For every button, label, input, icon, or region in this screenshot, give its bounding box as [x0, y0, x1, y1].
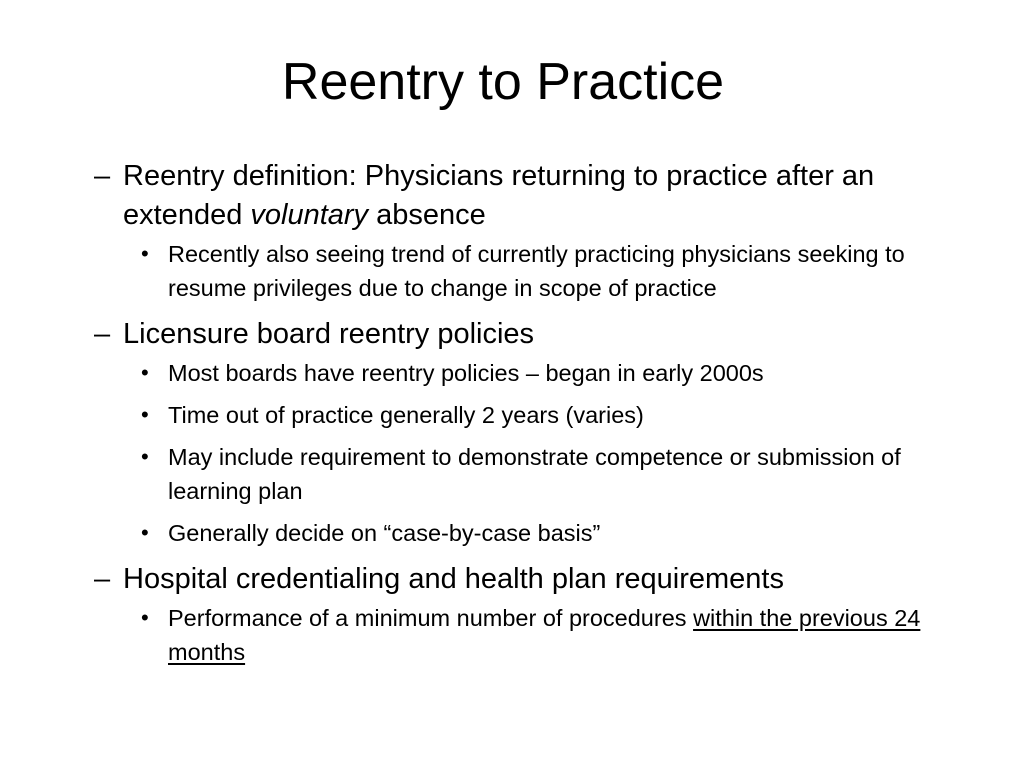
sub-bullet-text: Recently also seeing trend of currently practicing physicians seeking to resume privileges due to change in scope of practice: [168, 241, 905, 301]
sub-bullet-most-boards: [139, 356, 974, 390]
sub-bullet-text: May include requirement to demonstrate competence or submission of learning plan: [168, 444, 901, 504]
sub-bullet-minimum-procedures: [139, 601, 974, 669]
voluntary-italic-text: voluntary: [250, 199, 369, 231]
procedures-text: Performance of a minimum number of procedures: [168, 605, 694, 631]
licensure-board-text: Licensure board reentry policies: [123, 318, 535, 350]
bullet-marker: •: [141, 360, 149, 385]
sub-bullet-text: Time out of practice generally 2 years (varies): [168, 402, 644, 428]
sub-bullet-text: Generally decide on “case-by-case basis”: [168, 520, 601, 546]
hospital-credentialing-text: Hospital credentialing and health plan requirements: [123, 563, 784, 595]
list-item-reentry-definition: [94, 157, 974, 235]
sub-bullet-time-out: [139, 398, 974, 432]
absence-text: absence: [368, 199, 486, 231]
slide-body: [94, 157, 974, 669]
sub-bullet-competence: [139, 440, 974, 508]
list-item-licensure-board: [94, 315, 974, 354]
bullet-marker: •: [141, 402, 149, 427]
sub-bullet-recent-trend: [139, 237, 974, 305]
sub-bullet-text: Most boards have reentry policies – began in early 2000s: [168, 360, 764, 386]
slide-title: Reentry to Practice: [281, 53, 725, 111]
underlined-timeframe-text: within the previous 24 months: [168, 605, 921, 665]
bullet-marker: •: [141, 605, 149, 630]
sub-bullet-case-by-case: [139, 516, 974, 550]
dash-marker: –: [94, 318, 111, 350]
list-item-hospital-credentialing: [94, 560, 974, 599]
bullet-marker: •: [141, 520, 149, 545]
bullet-marker: •: [141, 241, 149, 266]
dash-marker: –: [94, 563, 111, 595]
bullet-marker: •: [141, 444, 149, 469]
reentry-definition-text: Reentry definition: Physicians returning to practice after an extended: [123, 160, 875, 231]
dash-marker: –: [94, 160, 111, 192]
